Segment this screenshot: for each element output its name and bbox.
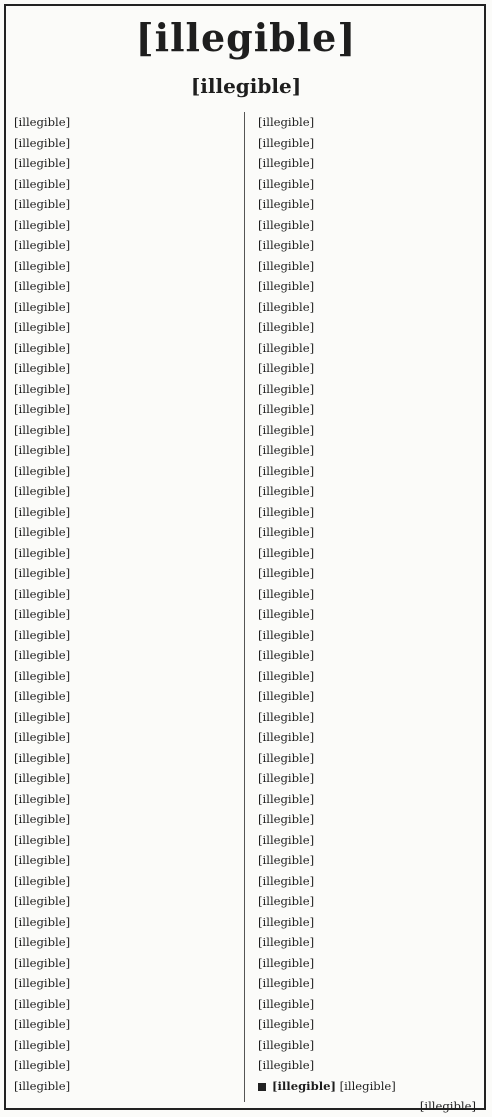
text-line: [illegible] xyxy=(14,340,71,355)
text-line: [illegible] xyxy=(258,484,315,498)
text-line: [illegible] xyxy=(14,504,71,519)
text-line: [illegible] xyxy=(258,976,315,990)
headline: [illegible] xyxy=(135,15,357,60)
text-line: [illegible] xyxy=(258,1037,315,1052)
text-line: [illegible] xyxy=(14,258,71,273)
text-line: [illegible] xyxy=(258,648,315,662)
text-line: [illegible] xyxy=(258,545,315,560)
text-line: [illegible] xyxy=(258,996,315,1011)
text-line: [illegible] xyxy=(258,873,315,888)
text-line: [illegible] xyxy=(14,422,71,437)
text-line: [illegible] xyxy=(14,730,71,744)
text-line: [illegible] xyxy=(14,1058,71,1072)
text-line: [illegible] xyxy=(258,299,315,314)
text-line: [illegible] xyxy=(258,1058,315,1072)
text-line: [illegible] xyxy=(258,689,315,703)
text-line: [illegible] xyxy=(258,750,315,765)
text-line: [illegible] xyxy=(258,812,315,826)
text-line: [illegible] xyxy=(14,791,71,806)
text-line: [illegible] xyxy=(14,1017,71,1031)
square-bullet-icon xyxy=(258,1083,266,1091)
text-line: [illegible] xyxy=(14,771,71,785)
text-line: [illegible] xyxy=(258,894,315,908)
text-line: [illegible] xyxy=(14,1078,71,1093)
text-line: [illegible] xyxy=(258,791,315,806)
text-line: [illegible] xyxy=(14,115,71,129)
text-line: [illegible] xyxy=(258,955,315,970)
text-line: [illegible] xyxy=(14,320,71,334)
text-line: [illegible] xyxy=(258,627,315,642)
text-line: [illegible] xyxy=(14,627,71,642)
text-line: [illegible] xyxy=(14,976,71,990)
text-line: [illegible] xyxy=(14,525,71,539)
text-line: [illegible] xyxy=(258,361,315,375)
column-divider xyxy=(244,112,245,1102)
text-line: [illegible] xyxy=(14,586,71,601)
text-line: [illegible] xyxy=(14,238,71,252)
author-label: [illegible] xyxy=(272,1078,336,1093)
text-line: [illegible] xyxy=(258,607,315,621)
text-line: [illegible] xyxy=(258,115,315,129)
text-line: [illegible] xyxy=(14,299,71,314)
text-line: [illegible] xyxy=(258,156,315,170)
text-line: [illegible] xyxy=(258,176,315,191)
text-line: [illegible] xyxy=(14,996,71,1011)
text-line: [illegible] xyxy=(258,771,315,785)
text-line: [illegible] xyxy=(258,935,315,949)
text-line: [illegible] xyxy=(14,607,71,621)
text-line: [illegible] xyxy=(258,340,315,355)
text-line: [illegible] xyxy=(258,668,315,683)
text-line: [illegible] xyxy=(14,443,71,457)
author-note xyxy=(258,1076,476,1097)
text-line: [illegible] xyxy=(14,935,71,949)
text-line: [illegible] xyxy=(258,402,315,416)
text-line: [illegible] xyxy=(258,258,315,273)
text-line: [illegible] xyxy=(14,894,71,908)
text-line: [illegible] xyxy=(14,463,71,478)
text-line: [illegible] xyxy=(14,361,71,375)
byline: [illegible] xyxy=(190,74,302,98)
text-line: [illegible] xyxy=(258,566,315,580)
text-line: [illegible] xyxy=(14,832,71,847)
text-line: [illegible] xyxy=(14,648,71,662)
text-line: [illegible] xyxy=(258,504,315,519)
text-line: [illegible] xyxy=(258,709,315,724)
text-line: [illegible] xyxy=(258,853,315,867)
author-description-line2: [illegible] xyxy=(419,1099,476,1113)
text-line: [illegible] xyxy=(14,750,71,765)
text-line: [illegible] xyxy=(14,381,71,396)
text-line: [illegible] xyxy=(14,402,71,416)
text-line: [illegible] xyxy=(14,955,71,970)
text-line: [illegible] xyxy=(14,873,71,888)
text-line: [illegible] xyxy=(14,668,71,683)
text-line: [illegible] xyxy=(14,812,71,826)
text-line: [illegible] xyxy=(14,197,71,211)
text-line: [illegible] xyxy=(258,320,315,334)
text-line: [illegible] xyxy=(14,545,71,560)
text-line: [illegible] xyxy=(14,217,71,232)
text-line: [illegible] xyxy=(258,217,315,232)
text-line: [illegible] xyxy=(14,689,71,703)
text-line: [illegible] xyxy=(14,566,71,580)
text-line: [illegible] xyxy=(258,381,315,396)
text-line: [illegible] xyxy=(14,156,71,170)
text-line: [illegible] xyxy=(258,463,315,478)
text-line: [illegible] xyxy=(258,832,315,847)
text-line: [illegible] xyxy=(258,1017,315,1031)
text-line: [illegible] xyxy=(258,279,315,293)
text-line: [illegible] xyxy=(258,730,315,744)
text-line: [illegible] xyxy=(258,914,315,929)
article-column-left xyxy=(14,112,232,1102)
text-line: [illegible] xyxy=(258,586,315,601)
text-line: [illegible] xyxy=(14,135,71,150)
text-line: [illegible] xyxy=(258,197,315,211)
text-line: [illegible] xyxy=(14,709,71,724)
text-line: [illegible] xyxy=(258,238,315,252)
text-line: [illegible] xyxy=(14,853,71,867)
text-line: [illegible] xyxy=(258,422,315,437)
text-line: [illegible] xyxy=(258,525,315,539)
text-line: [illegible] xyxy=(14,484,71,498)
text-line: [illegible] xyxy=(14,1037,71,1052)
text-line: [illegible] xyxy=(14,176,71,191)
article-column-right xyxy=(258,112,476,1113)
text-line: [illegible] xyxy=(14,914,71,929)
text-line: [illegible] xyxy=(258,443,315,457)
text-line: [illegible] xyxy=(14,279,71,293)
author-description: [illegible] xyxy=(339,1078,396,1093)
text-line: [illegible] xyxy=(258,135,315,150)
